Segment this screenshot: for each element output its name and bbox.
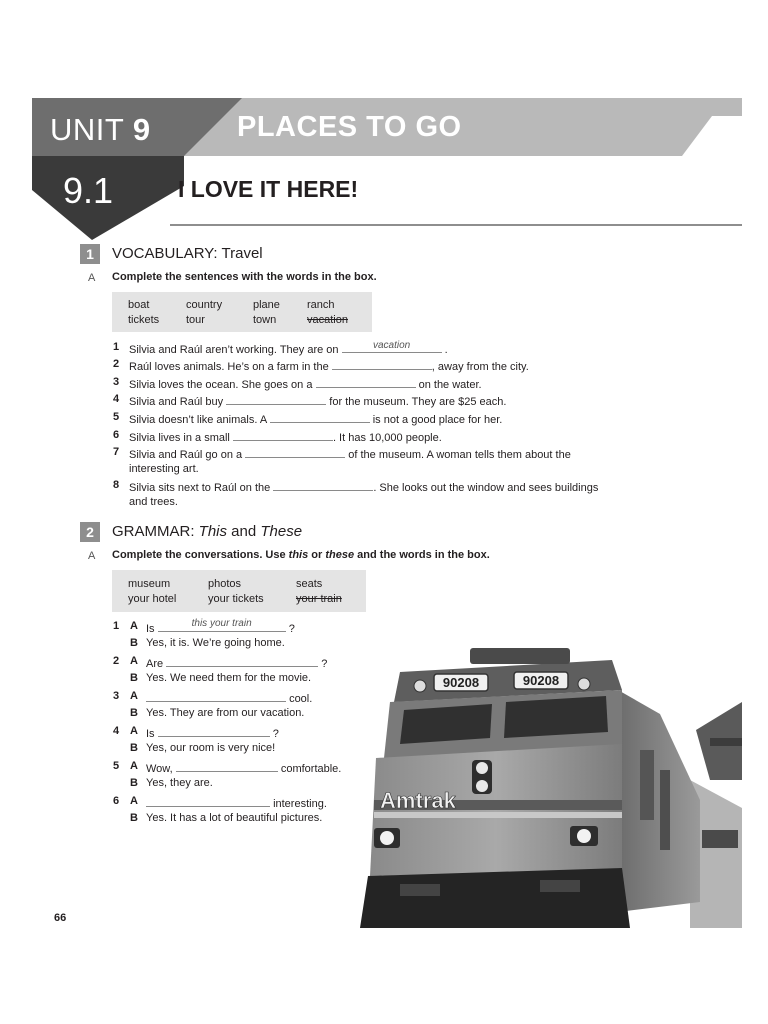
lesson-number: 9.1 bbox=[63, 170, 114, 211]
answer-blank[interactable] bbox=[146, 690, 286, 702]
speaker-b: B bbox=[130, 637, 138, 649]
word-box-item: town bbox=[253, 314, 277, 326]
exercise-item: Silvia and Raúl aren’t working. They are on vacation . bbox=[129, 340, 448, 356]
train-photo bbox=[360, 640, 742, 928]
exercise-number: 1 bbox=[113, 620, 120, 632]
grammar-word-box bbox=[112, 570, 366, 612]
conversation-line-a: Is ? bbox=[146, 725, 279, 740]
exercise-number: 3 bbox=[113, 690, 120, 702]
exercise-number: 6 bbox=[113, 429, 120, 441]
unit-title: PLACES TO GO bbox=[237, 111, 462, 143]
speaker-a: A bbox=[130, 725, 138, 737]
answer-blank[interactable] bbox=[316, 376, 416, 388]
word-box-item: museum bbox=[128, 578, 171, 590]
answer-blank[interactable] bbox=[233, 429, 333, 441]
answer-blank[interactable] bbox=[158, 725, 270, 737]
answer-blank[interactable] bbox=[332, 358, 432, 370]
word-box-item: boat bbox=[128, 299, 150, 311]
word-box-item: seats bbox=[296, 578, 323, 590]
conversation-line-a: cool. bbox=[146, 690, 312, 705]
speaker-a: A bbox=[130, 620, 138, 632]
amtrak-logo-text: Amtrak bbox=[380, 788, 456, 813]
speaker-a: A bbox=[130, 690, 138, 702]
conversation-line-b: Yes, our room is very nice! bbox=[146, 742, 276, 754]
answer-blank[interactable] bbox=[146, 795, 270, 807]
exercise-item: Silvia lives in a small . It has 10,000 people. bbox=[129, 429, 442, 445]
exercise-number: 7 bbox=[113, 446, 120, 458]
conversation-line-a: Wow, comfortable. bbox=[146, 760, 341, 775]
section-1-letter: A bbox=[88, 272, 96, 284]
answer-blank[interactable] bbox=[245, 446, 345, 458]
exercise-number: 3 bbox=[113, 376, 120, 388]
exercise-number: 4 bbox=[113, 393, 120, 405]
exercise-number: 5 bbox=[113, 760, 120, 772]
section-2-letter: A bbox=[88, 550, 96, 562]
exercise-number: 1 bbox=[113, 341, 120, 353]
answer-blank[interactable] bbox=[176, 760, 278, 772]
conversation-line-a: Are ? bbox=[146, 655, 327, 670]
number-plate-left: 90208 bbox=[442, 675, 480, 690]
exercise-item: Raúl loves animals. He’s on a farm in the , away from the city. bbox=[129, 358, 529, 374]
exercise-number: 2 bbox=[113, 655, 120, 667]
exercise-number: 2 bbox=[113, 358, 120, 370]
word-box-item: tour bbox=[186, 314, 205, 326]
lesson-title: I LOVE IT HERE! bbox=[178, 176, 359, 202]
exercise-item: Silvia and Raúl buy for the museum. They are $25 each. bbox=[129, 393, 506, 409]
answer-blank[interactable] bbox=[226, 393, 326, 405]
speaker-a: A bbox=[130, 795, 138, 807]
lesson-title-rule bbox=[170, 224, 742, 226]
exercise-item: Silvia loves the ocean. She goes on a on the water. bbox=[129, 376, 482, 392]
answer-blank[interactable] bbox=[166, 655, 318, 667]
word-box-item-crossed: vacation bbox=[307, 314, 348, 326]
conversation-line-b: Yes, it is. We’re going home. bbox=[146, 637, 285, 649]
exercise-item: Silvia doesn’t like animals. A is not a good place for her. bbox=[129, 411, 502, 427]
answer-blank[interactable]: vacation bbox=[342, 341, 442, 353]
speaker-a: A bbox=[130, 760, 138, 772]
word-box-item: country bbox=[186, 299, 223, 311]
answer-blank[interactable] bbox=[273, 479, 373, 491]
exercise-number: 5 bbox=[113, 411, 120, 423]
word-box-item: your tickets bbox=[208, 593, 264, 605]
speaker-b: B bbox=[130, 777, 138, 789]
section-2-number: 2 bbox=[80, 522, 100, 542]
speaker-b: B bbox=[130, 707, 138, 719]
section-2-instruction: Complete the conversations. Use this or these and the words in the box. bbox=[112, 549, 490, 561]
speaker-a: A bbox=[130, 655, 138, 667]
word-box-item-crossed: your train bbox=[296, 593, 342, 605]
unit-label: UNIT 9 bbox=[50, 112, 151, 147]
conversation-line-b: Yes. They are from our vacation. bbox=[146, 707, 305, 719]
answer-blank[interactable] bbox=[270, 411, 370, 423]
word-box-item: ranch bbox=[307, 299, 335, 311]
conversation-line-b: Yes. It has a lot of beautiful pictures. bbox=[146, 812, 323, 824]
vocabulary-word-box bbox=[112, 292, 372, 332]
word-box-item: photos bbox=[208, 578, 242, 590]
word-box-item: your hotel bbox=[128, 593, 177, 605]
conversation-line-a: interesting. bbox=[146, 795, 327, 810]
section-2-title: GRAMMAR: This and These bbox=[112, 523, 303, 540]
word-box-item: tickets bbox=[128, 314, 160, 326]
page-number: 66 bbox=[54, 912, 67, 924]
answer-blank[interactable]: this your train bbox=[158, 620, 286, 632]
number-plate-right: 90208 bbox=[522, 673, 560, 688]
exercise-number: 6 bbox=[113, 795, 120, 807]
conversation-line-b: Yes. We need them for the movie. bbox=[146, 672, 312, 684]
section-1-number: 1 bbox=[80, 244, 100, 264]
speaker-b: B bbox=[130, 672, 138, 684]
word-box-item: plane bbox=[253, 299, 280, 311]
section-1-title: VOCABULARY: Travel bbox=[112, 245, 263, 262]
conversation-line-a: Is this your train ? bbox=[146, 618, 295, 635]
section-1-instruction: Complete the sentences with the words in the box. bbox=[112, 271, 377, 283]
conversation-line-b: Yes, they are. bbox=[146, 777, 213, 789]
exercise-item: Silvia sits next to Raúl on the . She looks out the window and sees buildings and trees. bbox=[129, 479, 598, 509]
exercise-number: 8 bbox=[113, 479, 120, 491]
exercise-number: 4 bbox=[113, 725, 120, 737]
exercise-item: Silvia and Raúl go on a of the museum. A woman tells them about the interesting art. bbox=[129, 446, 571, 476]
speaker-b: B bbox=[130, 742, 138, 754]
speaker-b: B bbox=[130, 812, 138, 824]
